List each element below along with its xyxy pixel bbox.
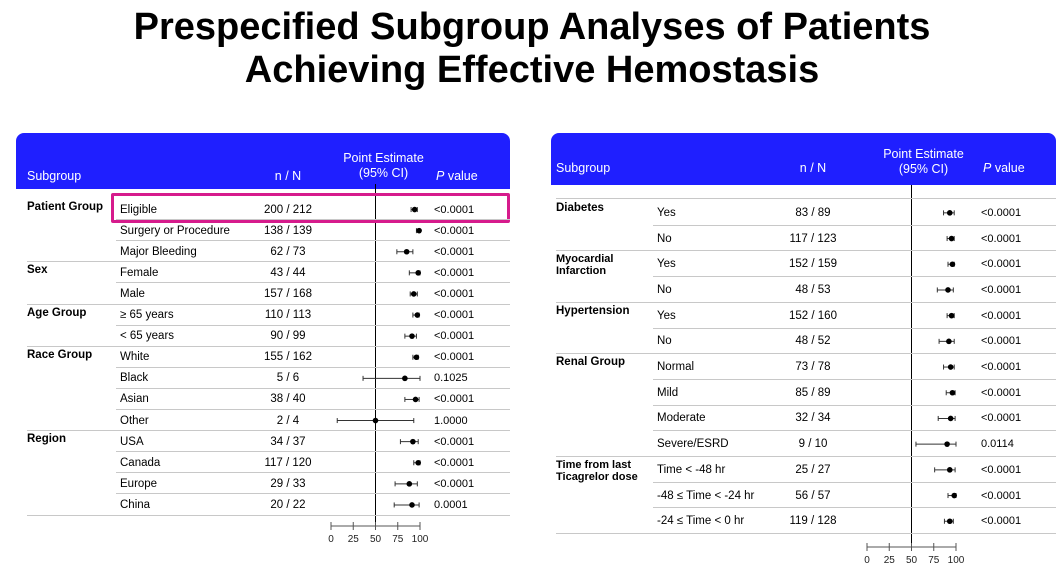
row-label: No (657, 283, 672, 296)
row-label: Eligible (120, 203, 158, 216)
point-estimate-marker (402, 376, 408, 382)
point-estimate-marker (947, 518, 953, 524)
row-p-value: <0.0001 (981, 386, 1022, 399)
row-p-value: <0.0001 (434, 245, 475, 258)
x-tick-label: 50 (905, 555, 918, 566)
point-estimate-marker (950, 390, 956, 396)
row-p-value: <0.0001 (981, 489, 1022, 502)
row-separator (653, 405, 1056, 406)
group-separator (556, 456, 1056, 457)
row-label: < 65 years (120, 330, 175, 343)
group-label: Diabetes (556, 202, 604, 214)
group-label: Myocardial (556, 253, 614, 266)
row-separator (116, 282, 510, 283)
row-label: No (657, 232, 672, 245)
header-ci: (95% CI) (358, 166, 409, 180)
row-label: Yes (657, 258, 676, 271)
header-subgroup: Subgroup (556, 161, 611, 175)
group-separator (27, 430, 510, 431)
row-p-value: <0.0001 (981, 283, 1022, 296)
row-label: ≥ 65 years (120, 309, 174, 322)
group-separator (27, 261, 510, 262)
row-label: Surgery or Procedure (120, 224, 230, 237)
point-estimate-marker (950, 261, 956, 267)
x-tick-label: 25 (883, 555, 895, 566)
row-n-over-n: 155 / 162 (264, 351, 312, 364)
row-separator (653, 225, 1056, 226)
row-n-over-n: 48 / 52 (795, 335, 831, 348)
header-p-italic: P (436, 169, 445, 183)
row-p-value: 0.0001 (434, 498, 468, 511)
point-estimate-marker (946, 339, 952, 345)
point-estimate-marker (951, 493, 957, 499)
point-estimate-marker (413, 397, 419, 403)
group-label: Sex (27, 264, 48, 277)
row-label: No (657, 335, 672, 348)
group-separator (556, 302, 1056, 303)
row-p-value: <0.0001 (981, 515, 1022, 528)
row-p-value: <0.0001 (434, 351, 475, 364)
group-label: Patient Group (27, 201, 104, 213)
row-n-over-n: 25 / 27 (795, 463, 831, 476)
row-label: USA (120, 435, 144, 448)
row-label: Yes (657, 309, 676, 322)
row-p-value: <0.0001 (981, 309, 1022, 322)
header-p-rest: value (444, 169, 478, 183)
row-p-value: <0.0001 (981, 463, 1022, 476)
header-p-italic: P (983, 161, 992, 175)
row-n-over-n: 90 / 99 (270, 330, 306, 343)
row-p-value: <0.0001 (434, 309, 475, 322)
x-tick-label: 100 (411, 534, 429, 545)
x-tick-label: 100 (947, 555, 965, 566)
row-separator (116, 409, 510, 410)
row-n-over-n: 29 / 33 (270, 477, 306, 490)
row-n-over-n: 9 / 10 (798, 438, 828, 451)
point-estimate-marker (945, 287, 951, 293)
header-n-over-n: n / N (274, 169, 302, 183)
row-n-over-n: 117 / 123 (789, 232, 837, 245)
row-label: Male (120, 287, 145, 300)
group-label: Infarction (556, 265, 607, 278)
row-n-over-n: 200 / 212 (264, 203, 312, 216)
row-p-value: <0.0001 (434, 266, 475, 279)
table-bottom-line (27, 515, 510, 516)
row-separator (116, 493, 510, 494)
point-estimate-marker (415, 312, 421, 318)
point-estimate-marker (373, 418, 379, 424)
row-n-over-n: 117 / 120 (264, 456, 312, 469)
row-label: Black (120, 372, 149, 385)
row-n-over-n: 62 / 73 (270, 245, 306, 258)
group-separator (27, 304, 510, 305)
row-separator (653, 379, 1056, 380)
row-separator (116, 472, 510, 473)
point-estimate-marker (944, 441, 950, 447)
x-tick-label: 0 (328, 534, 334, 545)
row-separator (116, 451, 510, 452)
row-p-value: <0.0001 (434, 203, 475, 216)
row-n-over-n: 157 / 168 (264, 287, 312, 300)
row-p-value: <0.0001 (981, 232, 1022, 245)
row-p-value: <0.0001 (434, 330, 475, 343)
header-p-rest: value (991, 161, 1025, 175)
row-p-value: <0.0001 (434, 393, 475, 406)
left-forest-panel (16, 133, 510, 570)
row-label: China (120, 498, 151, 511)
group-label: Time from last (556, 459, 631, 471)
point-estimate-marker (411, 291, 417, 297)
point-estimate-marker (415, 270, 421, 276)
row-p-value: <0.0001 (981, 258, 1022, 271)
row-p-value: <0.0001 (434, 224, 475, 237)
row-separator (653, 507, 1056, 508)
row-separator (116, 240, 510, 241)
row-label: White (120, 351, 150, 364)
x-tick-label: 25 (347, 534, 359, 545)
point-estimate-marker (409, 333, 415, 339)
row-separator (653, 430, 1056, 431)
row-p-value: <0.0001 (434, 287, 475, 300)
row-p-value: <0.0001 (981, 412, 1022, 425)
point-estimate-marker (949, 313, 955, 319)
row-separator (116, 325, 510, 326)
x-tick-label: 50 (369, 534, 382, 545)
header-point-estimate: Point Estimate (343, 151, 424, 165)
row-p-value: 1.0000 (434, 414, 468, 427)
row-n-over-n: 152 / 160 (789, 309, 837, 322)
row-label: Moderate (657, 412, 706, 425)
point-estimate-marker (948, 364, 954, 370)
row-label: Other (120, 414, 149, 427)
row-separator (653, 276, 1056, 277)
row-separator (653, 328, 1056, 329)
row-n-over-n: 34 / 37 (270, 435, 306, 448)
point-estimate-marker (949, 236, 955, 242)
x-tick-label: 75 (392, 534, 404, 545)
group-separator (556, 250, 1056, 251)
row-p-value: <0.0001 (434, 456, 475, 469)
point-estimate-marker (416, 228, 422, 234)
row-n-over-n: 2 / 4 (276, 414, 300, 427)
row-n-over-n: 43 / 44 (270, 266, 306, 279)
row-n-over-n: 5 / 6 (276, 372, 300, 385)
header-bottom-line (556, 198, 1056, 199)
point-estimate-marker (407, 481, 413, 487)
row-p-value: <0.0001 (981, 335, 1022, 348)
point-estimate-marker (404, 249, 410, 255)
row-n-over-n: 73 / 78 (795, 361, 831, 374)
row-label: Asian (120, 393, 149, 406)
row-n-over-n: 20 / 22 (270, 498, 306, 511)
row-separator (116, 219, 510, 220)
row-label: Mild (657, 386, 679, 399)
row-p-value: <0.0001 (434, 435, 475, 448)
row-n-over-n: 32 / 34 (795, 412, 831, 425)
point-estimate-marker (947, 467, 953, 473)
x-tick-label: 0 (864, 555, 870, 566)
point-estimate-marker (409, 502, 415, 508)
row-label: Time < -48 hr (657, 463, 726, 476)
row-separator (653, 482, 1056, 483)
row-n-over-n: 152 / 159 (789, 258, 837, 271)
point-estimate-marker (410, 439, 416, 445)
group-separator (27, 346, 510, 347)
group-separator (556, 353, 1056, 354)
row-n-over-n: 85 / 89 (795, 386, 831, 399)
group-label: Region (27, 433, 66, 446)
group-label: Age Group (27, 306, 87, 319)
group-label: Hypertension (556, 304, 630, 317)
point-estimate-marker (947, 210, 953, 216)
row-n-over-n: 110 / 113 (264, 309, 312, 322)
header-subgroup: Subgroup (27, 169, 82, 183)
row-label: Europe (120, 477, 158, 490)
row-label: -48 ≤ Time < -24 hr (657, 489, 755, 502)
header-ci: (95% CI) (898, 162, 949, 176)
table-bottom-line (556, 533, 1056, 534)
row-n-over-n: 56 / 57 (795, 489, 831, 502)
row-label: Female (120, 266, 159, 279)
point-estimate-marker (948, 416, 954, 422)
row-separator (116, 367, 510, 368)
group-label: Ticagrelor dose (556, 471, 638, 483)
row-separator (116, 388, 510, 389)
row-p-value: <0.0001 (981, 361, 1022, 374)
row-label: Major Bleeding (120, 245, 197, 258)
row-n-over-n: 38 / 40 (270, 393, 306, 406)
group-label: Race Group (27, 348, 93, 361)
row-n-over-n: 83 / 89 (795, 206, 831, 219)
row-n-over-n: 138 / 139 (264, 224, 312, 237)
x-tick-label: 75 (928, 555, 940, 566)
header-n-over-n: n / N (799, 161, 827, 175)
row-label: Severe/ESRD (657, 438, 729, 451)
row-p-value: 0.0114 (981, 438, 1014, 451)
row-p-value: <0.0001 (434, 477, 475, 490)
page-title (0, 6, 1064, 92)
row-p-value: 0.1025 (434, 372, 468, 385)
row-n-over-n: 48 / 53 (795, 283, 831, 296)
row-label: Canada (120, 456, 161, 469)
header-point-estimate: Point Estimate (883, 147, 964, 161)
point-estimate-marker (414, 354, 420, 360)
row-label: -24 ≤ Time < 0 hr (657, 515, 745, 528)
row-p-value: <0.0001 (981, 206, 1022, 219)
title-line-2: Achieving Effective Hemostasis (244, 49, 820, 91)
point-estimate-marker (415, 460, 421, 466)
row-label: Yes (657, 206, 676, 219)
row-label: Normal (657, 361, 695, 374)
right-forest-panel (551, 133, 1056, 570)
group-label: Renal Group (556, 356, 626, 369)
title-line-1: Prespecified Subgroup Analyses of Patients (133, 6, 931, 48)
row-n-over-n: 119 / 128 (789, 515, 837, 528)
